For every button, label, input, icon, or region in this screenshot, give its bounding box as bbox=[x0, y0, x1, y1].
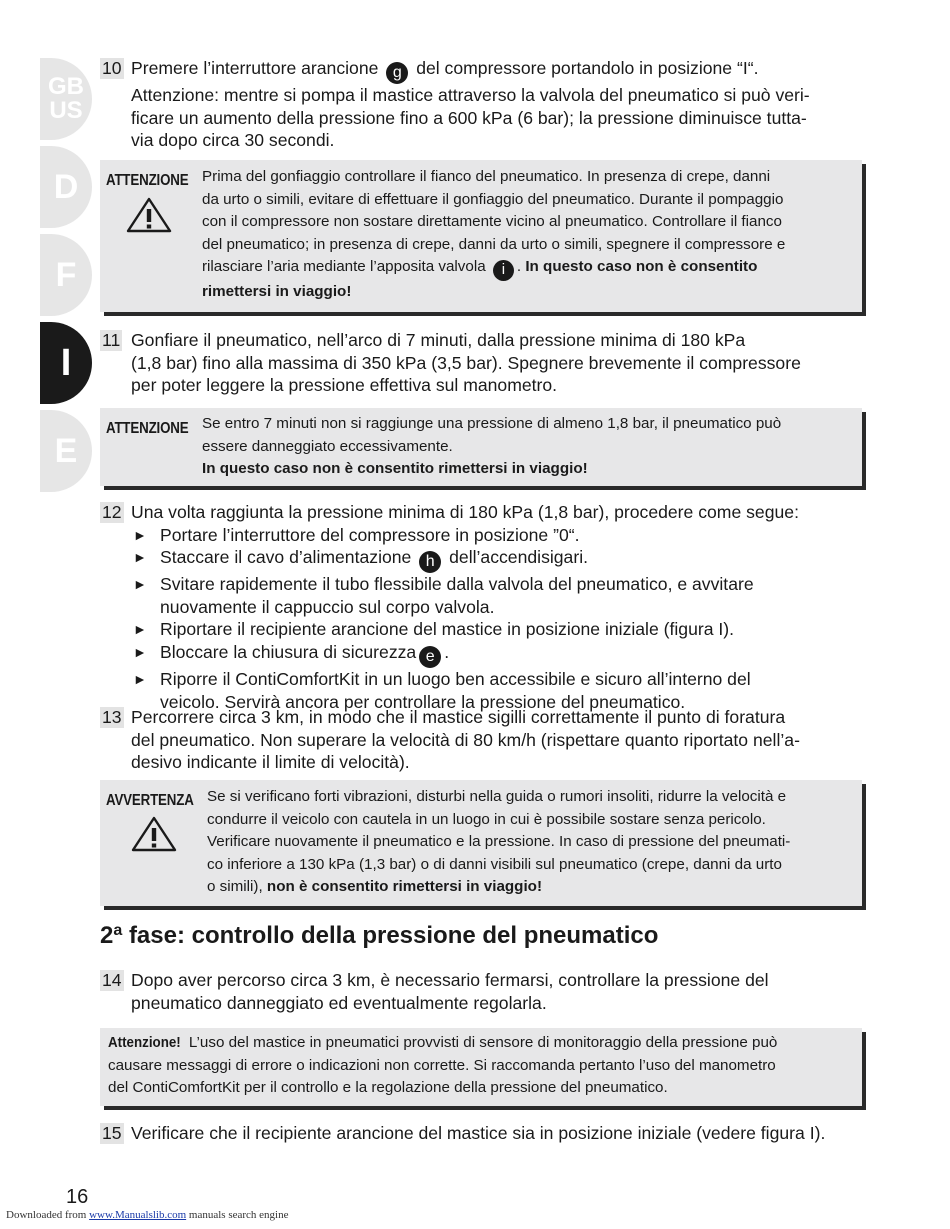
warning-box-1: ATTENZIONE Prima del gonfiaggio controllare il fianco del pneumatico. In presenza di crepe, danni da urto o simili, evitare di effettuare il gonfiaggio del pneumatico. Durante il pompaggio con il compressore non sostare direttamente vicino al pneumatico. Controllare il fianco del pneumatico; in presenza di crepe, danni da urto o simili, spegnere il compressore e rilasciare l’aria mediante l’apposita valvola i . In questo caso non è consentito rimettersi in viaggio! bbox=[100, 160, 862, 312]
warning-label: AVVERTENZA bbox=[106, 792, 194, 809]
step-number: 12 bbox=[102, 502, 122, 522]
manualslib-link[interactable]: www.Manualslib.com bbox=[89, 1209, 187, 1221]
warning-label: ATTENZIONE bbox=[106, 420, 189, 437]
bullet-arrow-icon: ► bbox=[133, 549, 147, 566]
lang-tab-f: F bbox=[40, 234, 92, 316]
callout-badge-e: e bbox=[419, 646, 441, 668]
bullet-arrow-icon: ► bbox=[133, 526, 147, 543]
step-11: 11 Gonfiare il pneumatico, nell’arco di 7 minuti, dalla pressione minima di 180 kPa (1,8 bar) fino alla massima di 350 kPa (3,5 bar). Spegnere brevemente il compressore per poter leggere la pressione effettiva sul manometro. bbox=[102, 330, 801, 396]
section-heading: 2$^a$ fase: controllo della pressione del pneumatico bbox=[100, 922, 659, 949]
step-10: 10 Premere l’interruttore arancione g del compressore portandolo in posizione “I“. Attenzione: mentre si pompa il mastice attraverso la valvola del pneumatico si può veri- ficare un aumento della pressione fino a 600 kPa (6 bar); la pressione diminuisce tutta- via dopo circa 30 secondi. bbox=[102, 58, 810, 151]
callout-badge-g: g bbox=[386, 62, 408, 84]
step-13: 13 Percorrere circa 3 km, in modo che il mastice sigilli correttamente il punto di foratura del pneumatico. Non superare la velocità di 80 km/h (rispettare quanto riportato nell’a- desivo indicante il limite di velocità). bbox=[102, 707, 800, 773]
list-item: ► Riporre il ContiComfortKit in un luogo ben accessibile e sicuro all’interno del veicolo. Servirà ancora per controllare la pressione del pneumatico. bbox=[133, 668, 751, 712]
callout-badge-h: h bbox=[419, 551, 441, 573]
lang-tab-i-active: I bbox=[40, 322, 92, 404]
warning-triangle-icon bbox=[126, 197, 172, 233]
warning-box-2: ATTENZIONE Se entro 7 minuti non si raggiunge una pressione di almeno 1,8 bar, il pneumatico può essere danneggiato eccessivamente. In questo caso non è consentito rimettersi in viaggio! bbox=[100, 408, 862, 486]
warning-label: Attenzione! bbox=[108, 1034, 181, 1051]
warning-triangle-icon bbox=[131, 816, 177, 852]
list-item: ► Portare l’interruttore del compressore in posizione ”0“. bbox=[133, 524, 580, 545]
warning-label: ATTENZIONE bbox=[106, 172, 189, 189]
step-number: 11 bbox=[102, 330, 121, 350]
lang-tab-gb-us: GB US bbox=[40, 58, 92, 140]
list-item: ► Bloccare la chiusura di sicurezza e . bbox=[131, 641, 870, 668]
page-number: 16 bbox=[66, 1186, 89, 1208]
lang-tab-d: D bbox=[40, 146, 92, 228]
step-12: 12 Una volta raggiunta la pressione minima di 180 kPa (1,8 bar), procedere come segue: ► Portare l’interruttore del compressore in posizione ”0“. ► Staccare il cavo d’alimentazione h dell’accendisigari. ► Svitare rapidemente il tubo flessibile dalla valvola del pneumatico, e avvitare nuovamente il cappuccio sul corpo valvola. ► Riportare il recipiente arancione del mastice in posizione iniziale (figura I). ► Bloccare la chiusura di sicurezza e . ► Riporre il ContiComfortKit in un luogo ben accessibile e sicuro all’interno del veicolo. Servirà ancora per controllare la pressione del pneumatico. bbox=[100, 501, 870, 713]
warning-box-3: AVVERTENZA Se si verificano forti vibrazioni, disturbi nella guida o rumori insoliti, ridurre la velocità e condurre il veicolo con cautela in un luogo in cui è possibile sostare senza pericolo. Verificare nuovamente il pneumatico e la pressione. In caso di pressione del pneumati- co inferiore a 130 kPa (1,3 bar) o di danni visibili sul pneumatico (crepe, danni da urto o simili), non è consentito rimettersi in viaggio! bbox=[100, 780, 862, 906]
step-12-list bbox=[131, 524, 870, 714]
bullet-arrow-icon: ► bbox=[133, 643, 147, 660]
list-item: ► Staccare il cavo d’alimentazione h dell’accendisigari. bbox=[131, 546, 870, 573]
bullet-arrow-icon: ► bbox=[133, 621, 147, 638]
download-footer: Downloaded from www.Manualslib.com manuals search engine bbox=[6, 1209, 289, 1221]
list-item: ► Riportare il recipiente arancione del mastice in posizione iniziale (figura I). bbox=[133, 619, 735, 640]
warning-box-4: Attenzione! L’uso del mastice in pneumatici provvisti di sensore di monitoraggio della pressione può causare messaggi di errore o indicazioni non corrette. Si raccomanda pertanto l’uso del manometro del ContiComfortKit per il controllo e la regolazione della pressione del pneumatico. bbox=[100, 1028, 862, 1106]
step-number: 15 bbox=[102, 1123, 122, 1143]
step-number: 10 bbox=[102, 58, 122, 78]
list-item: ► Svitare rapidemente il tubo flessibile dalla valvola del pneumatico, e avvitare nuovamente il cappuccio sul corpo valvola. bbox=[133, 574, 754, 617]
bullet-arrow-icon: ► bbox=[133, 576, 147, 593]
bullet-arrow-icon: ► bbox=[133, 670, 147, 687]
lang-tab-e: E bbox=[40, 410, 92, 492]
step-14: 14 Dopo aver percorso circa 3 km, è necessario fermarsi, controllare la pressione del pneumatico danneggiato ed eventualmente regolarla. bbox=[102, 970, 769, 1013]
step-number: 13 bbox=[102, 707, 122, 727]
step-15: 15 Verificare che il recipiente arancione del mastice sia in posizione iniziale (vedere figura I). bbox=[102, 1123, 826, 1143]
callout-badge-i: i bbox=[493, 260, 514, 281]
step-number: 14 bbox=[102, 970, 122, 990]
